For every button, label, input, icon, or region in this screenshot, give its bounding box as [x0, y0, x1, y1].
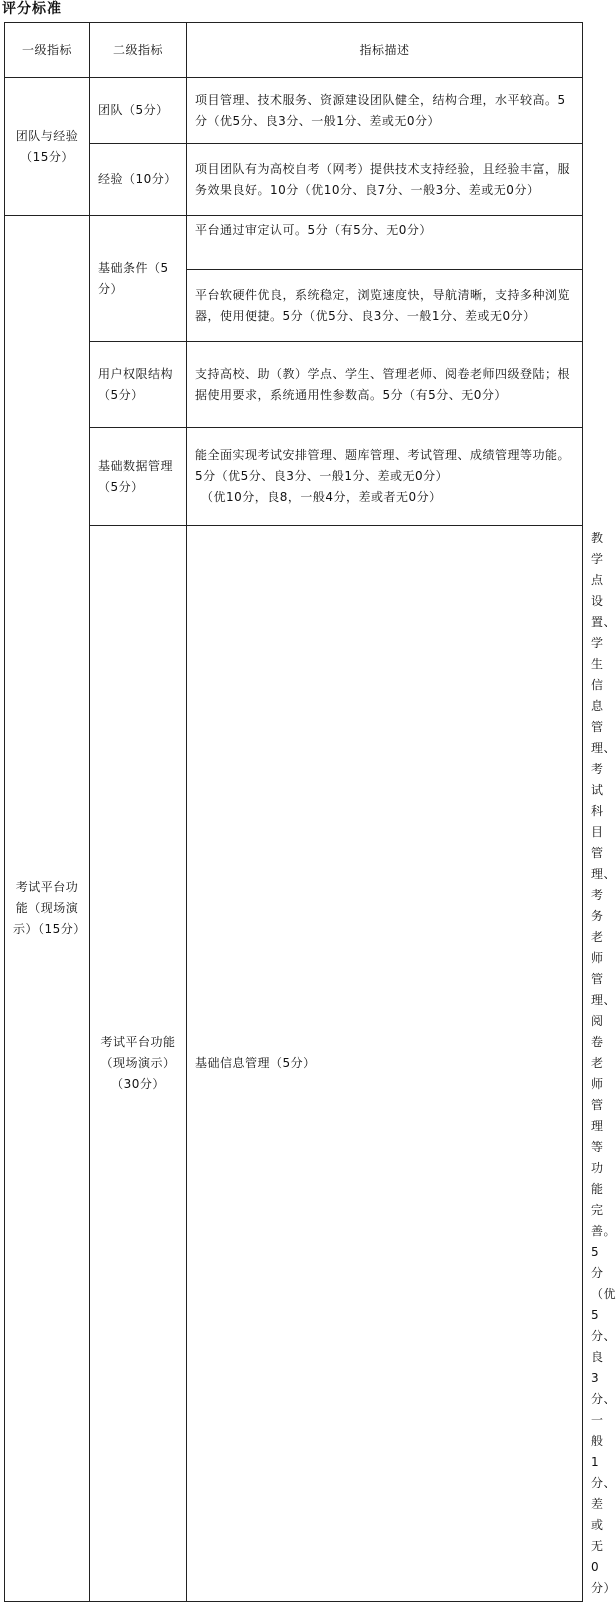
description-cell [187, 428, 583, 526]
table-row: 考试平台功能（现场演示）（30分） 基础信息管理（5分） 教学点设置、学生信息管理、考试科目管理、考务老师管理、阅卷老师管理等功能完善。5分（优5分、良3分、一般1分、差或无0分） [5, 526, 583, 1602]
header-level1: 一级指标 [5, 23, 90, 78]
header-level2: 二级指标 [90, 23, 187, 78]
level2-cell: 团队（5分） [90, 78, 187, 144]
description-cell: 支持高校、助（教）学点、学生、管理老师、阅卷老师四级登陆；根据使用要求，系统通用性参数高。5分（有5分、无0分） [187, 342, 583, 428]
level2-cell: 基础信息管理（5分） [187, 526, 583, 1602]
level1-cell-platform-15: 考试平台功能（现场演示）（15分） [5, 216, 90, 1602]
description-note: （优10分，良8，一般4分，差或者无0分） [201, 490, 442, 504]
header-description: 指标描述 [187, 23, 583, 78]
level1-cell-team-experience: 团队与经验（15分） [5, 78, 90, 216]
scoring-table [4, 22, 616, 1602]
level2-cell: 用户权限结构（5分） [90, 342, 187, 428]
table-row [5, 216, 583, 270]
table-row [5, 78, 583, 144]
table-header-row [5, 23, 583, 78]
level2-cell: 基础数据管理（5分） [90, 428, 187, 526]
description-cell: 平台软硬件优良，系统稳定，浏览速度快，导航清晰，支持多种浏览器，使用便捷。5分（优5分、良3分、一般1分、差或无0分） [187, 270, 583, 342]
table-row [5, 342, 583, 428]
level2-cell: 基础条件（5分） [90, 216, 187, 342]
level1-cell-platform-30: 考试平台功能（现场演示）（30分） [90, 526, 187, 1602]
description-cell: 项目管理、技术服务、资源建设团队健全，结构合理，水平较高。5分（优5分、良3分、一般1分、差或无0分） [187, 78, 583, 144]
table-row [5, 428, 583, 526]
description-cell: 项目团队有为高校自考（网考）提供技术支持经验，且经验丰富，服务效果良好。10分（优10分、良7分、一般3分、差或无0分） [187, 144, 583, 216]
description-cell: 平台通过审定认可。5分（有5分、无0分） [187, 216, 583, 270]
description-text: 能全面实现考试安排管理、题库管理、考试管理、成绩管理等功能。5分（优5分、良3分、一般1分、差或无0分） [195, 448, 571, 483]
level2-cell: 经验（10分） [90, 144, 187, 216]
table-row [5, 144, 583, 216]
section-title: 评分标准 [2, 1, 62, 17]
